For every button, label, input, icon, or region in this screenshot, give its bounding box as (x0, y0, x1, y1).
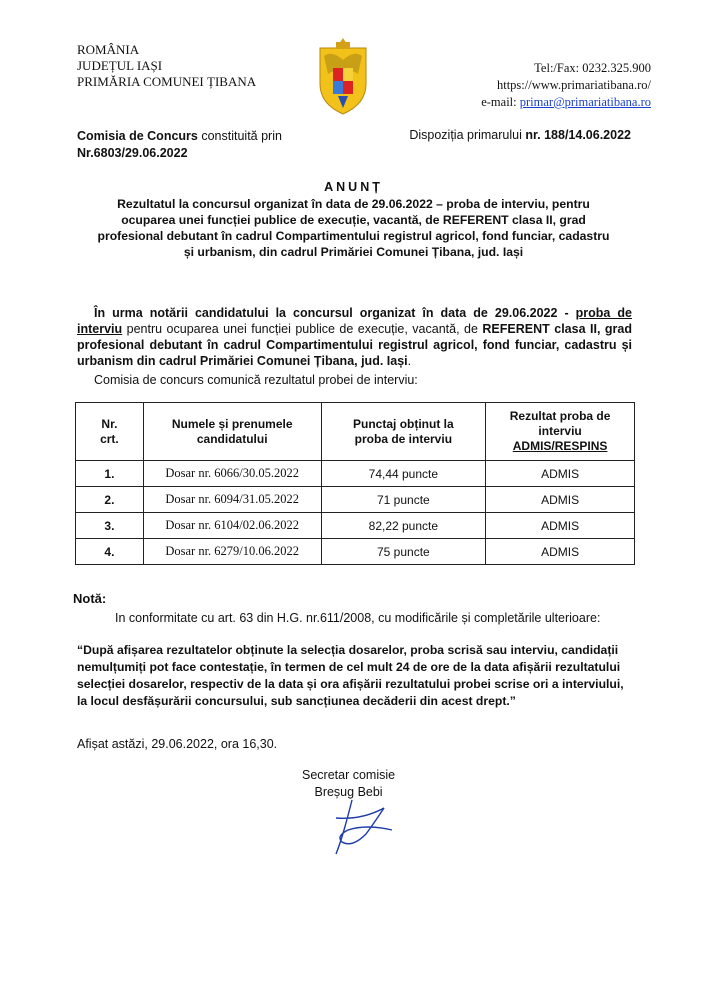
intro-paragraph (77, 305, 632, 369)
intro-bold-start: În urma notării candidatului la concursul organizat în data de 29.06.2022 - (94, 306, 576, 320)
institution-header (77, 42, 256, 90)
website-link[interactable]: https://www.primariatibana.ro/ (496, 78, 651, 92)
secretary-name: Breșug Bebi (314, 785, 383, 799)
commission-text: constituită prin (197, 129, 282, 143)
handwritten-signature (322, 796, 402, 858)
document-subtitle: Rezultatul la concursul organizat în data de 29.06.2022 – proba de interviu, pentru ocuparea unei funcției publice de execuție, vacantă, de REFERENT clasa II, grad profesional debutant în cadrul Compartimentului registrul agricol, fond funciar, cadastru și urbanism, din cadrul Primăriei Comunei Țibana, jud. Iași (97, 197, 610, 259)
disposition-text: Dispoziția primarului (409, 128, 526, 142)
row-score: 74,44 puncte (321, 461, 486, 487)
intro-underlined: proba de interviu (77, 306, 632, 336)
row-number: 2. (76, 487, 144, 513)
note-text: In conformitate cu art. 63 din H.G. nr.611/2008, cu modificările și completările ulterioare: (115, 611, 601, 625)
intro-end: . (407, 354, 412, 368)
commission-reference (77, 128, 282, 162)
row-result: ADMIS (486, 461, 635, 487)
announcement-line: Comisia de concurs comunică rezultatul probei de interviu: (94, 373, 418, 387)
row-file: Dosar nr. 6066/30.05.2022 (143, 461, 321, 487)
table-row (76, 513, 635, 539)
row-number: 4. (76, 539, 144, 565)
header-nr: Nr. crt. (76, 403, 144, 461)
row-number: 3. (76, 513, 144, 539)
country-label: ROMÂNIA (77, 42, 140, 57)
note-heading: Notă: (73, 591, 107, 606)
header-result: Rezultat proba de interviu ADMIS/RESPINS (486, 403, 635, 461)
row-number: 1. (76, 461, 144, 487)
row-result: ADMIS (486, 513, 635, 539)
posted-date: Afișat astăzi, 29.06.2022, ora 16,30. (77, 737, 278, 751)
note-quote: “După afișarea rezultatelor obținute la selecția dosarelor, proba scrisă sau interviu, candidații nemulțumiți pot face contestație, în termen de cel mult 24 de ore de la data afișării rezultatului selecției dosarelor, respectiv de la data și ora afișării rezultatului probei scrise ori a interviului, la locul desfășurării concursului, sub sancțiunea decăderii din acest drept.” (77, 643, 624, 708)
table-row (76, 461, 635, 487)
row-file: Dosar nr. 6104/02.06.2022 (143, 513, 321, 539)
header-score: Punctaj obținut la proba de interviu (321, 403, 486, 461)
contact-block (481, 60, 651, 111)
county-label: JUDEȚUL IAȘI (77, 58, 163, 73)
table-row (76, 539, 635, 565)
commission-number: Nr.6803/29.06.2022 (77, 146, 188, 160)
email-line (481, 94, 651, 111)
header-name: Numele și prenumele candidatului (143, 403, 321, 461)
intro-text: pentru ocuparea unei funcției publice de execuție, vacantă, de (122, 322, 483, 336)
coat-of-arms-icon (314, 34, 372, 118)
row-file: Dosar nr. 6094/31.05.2022 (143, 487, 321, 513)
mayor-disposition (409, 128, 631, 142)
email-link[interactable]: primar@primariatibana.ro (519, 95, 651, 109)
disposition-number: nr. 188/14.06.2022 (525, 128, 631, 142)
table-header-row (76, 403, 635, 461)
row-result: ADMIS (486, 539, 635, 565)
table-row (76, 487, 635, 513)
results-table (75, 402, 635, 565)
intro-bold-position: REFERENT clasa II, grad profesional debutant în cadrul Compartimentului registrul agricol, fond funciar, cadastru și urbanism din cadrul Primăriei Comunei Țibana, jud. Iași (77, 322, 632, 368)
row-score: 75 puncte (321, 539, 486, 565)
row-score: 71 puncte (321, 487, 486, 513)
row-score: 82,22 puncte (321, 513, 486, 539)
document-title: ANUNȚ (324, 180, 383, 194)
commission-label: Comisia de Concurs (77, 129, 198, 143)
phone-fax: Tel:/Fax: 0232.325.900 (534, 61, 651, 75)
row-file: Dosar nr. 6279/10.06.2022 (143, 539, 321, 565)
secretary-role: Secretar comisie (302, 768, 396, 782)
email-label: e-mail: (481, 95, 520, 109)
row-result: ADMIS (486, 487, 635, 513)
townhall-label: PRIMĂRIA COMUNEI ȚIBANA (77, 74, 257, 89)
